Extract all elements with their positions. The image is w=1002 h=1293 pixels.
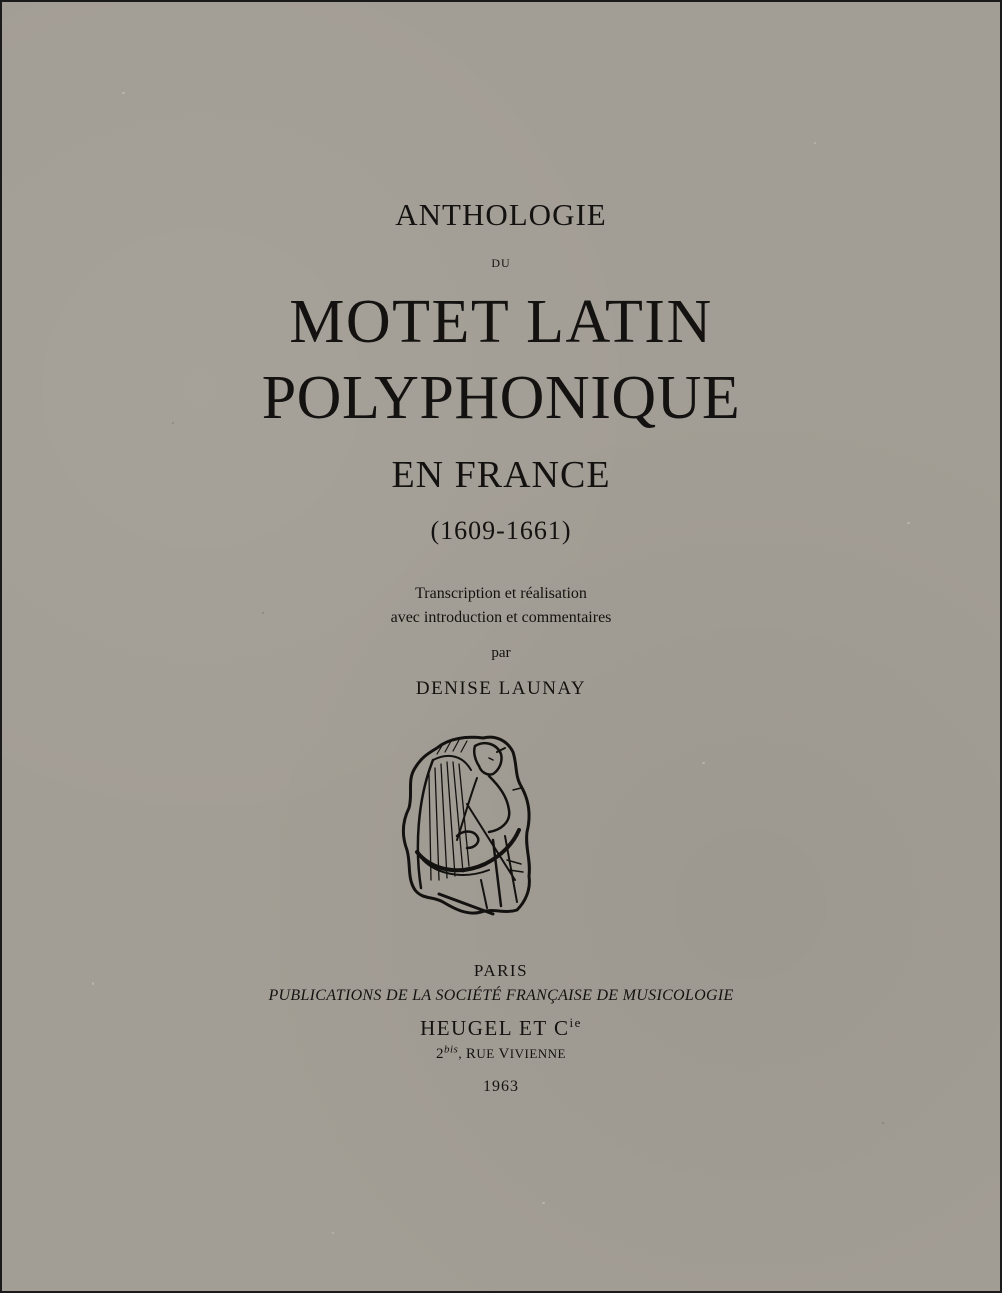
address-rue-rest: UE (476, 1046, 495, 1061)
by-line: par (491, 645, 511, 661)
paper-speck (814, 142, 816, 144)
address-street-initial: V (498, 1046, 510, 1062)
paper-speck (122, 92, 125, 94)
imprint-year: 1963 (483, 1078, 519, 1095)
address-comma: , (458, 1046, 463, 1061)
subtitle-line1: Transcription et réalisation (415, 585, 587, 602)
imprint-publisher (2, 1015, 1000, 1041)
main-title-line1: MOTET LATIN (289, 288, 713, 356)
paper-speck (332, 1232, 334, 1234)
main-title-line3: EN FRANCE (391, 454, 611, 496)
address-bis: bis (443, 1043, 459, 1056)
imprint-series: PUBLICATIONS DE LA SOCIÉTÉ FRANÇAISE DE MUSICOLOGIE (268, 987, 734, 1004)
series-title: ANTHOLOGIE (395, 197, 607, 232)
imprint-city: PARIS (473, 961, 529, 980)
paper-speck (542, 1202, 545, 1204)
harpist-woodcut-icon (397, 730, 537, 920)
publisher-name: HEUGEL ET C (420, 1016, 570, 1040)
title-connector: DU (491, 256, 511, 270)
address-street-rest: IVIENNE (509, 1046, 566, 1061)
imprint-address (2, 1044, 1000, 1064)
address-number: 2 (435, 1046, 444, 1062)
paper-speck (882, 1122, 884, 1124)
address-rue-initial: R (465, 1046, 477, 1062)
date-range: (1609-1661) (430, 516, 572, 545)
main-title-line2: POLYPHONIQUE (261, 364, 741, 432)
publisher-suffix: ie (569, 1015, 582, 1030)
paper-speck (702, 762, 705, 764)
subtitle-line2: avec introduction et commentaires (390, 609, 612, 626)
author-name: DENISE LAUNAY (415, 678, 587, 699)
